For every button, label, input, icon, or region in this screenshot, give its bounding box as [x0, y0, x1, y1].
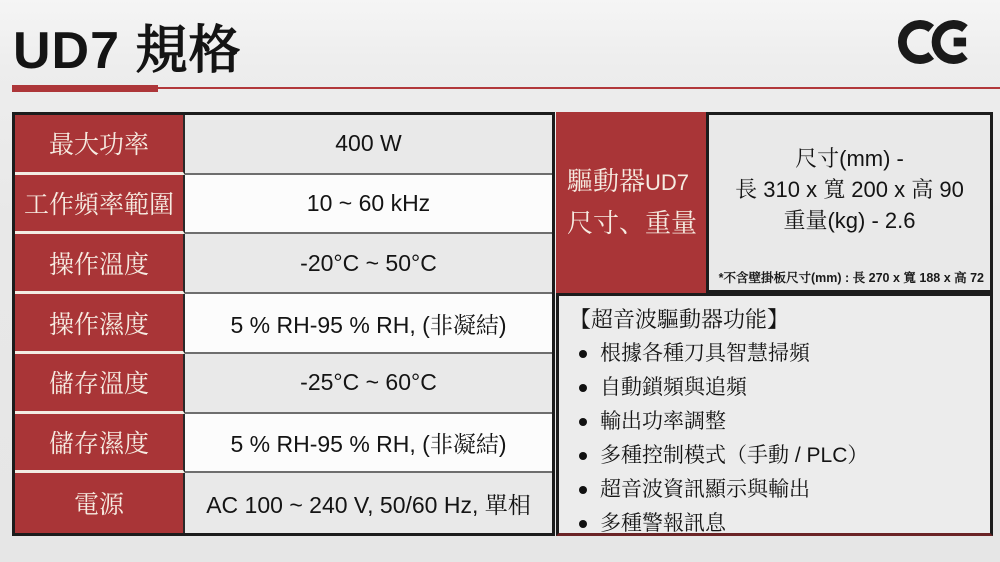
- table-row: [15, 115, 552, 175]
- list-item: 多種警報訊息: [569, 507, 978, 541]
- row-value: -25°C ~ 60°C: [185, 354, 552, 414]
- driver-size-label-cell: [556, 112, 706, 293]
- row-label: 儲存濕度: [15, 414, 185, 474]
- list-item: 根據各種刀具智慧掃頻: [569, 337, 978, 371]
- dimensions-heading: 尺寸(mm) -: [795, 146, 904, 171]
- table-row: [15, 234, 552, 294]
- row-value: 10 ~ 60 kHz: [185, 175, 552, 235]
- table-row: [15, 175, 552, 235]
- bullet-icon: [579, 486, 587, 494]
- bullet-icon: [579, 350, 587, 358]
- dimensions-value: 長 310 x 寬 200 x 高 90: [735, 177, 964, 202]
- row-value: 5 % RH-95 % RH, (非凝結): [185, 294, 552, 354]
- list-item: 多種控制模式（手動 / PLC）: [569, 439, 978, 473]
- driver-size-label-line1: 驅動器UD7: [567, 166, 690, 196]
- spec-table: [12, 112, 555, 536]
- list-item: 自動鎖頻與追頻: [569, 371, 978, 405]
- row-label: 工作頻率範圍: [15, 175, 185, 235]
- dimensions-footnote: *不含壁掛板尺寸(mm) : 長 270 x 寬 188 x 高 72: [718, 271, 984, 285]
- ce-mark-icon: [898, 12, 980, 72]
- title-underline-line: [158, 87, 1000, 89]
- weight-value: 重量(kg) - 2.6: [783, 208, 916, 233]
- row-value: 5 % RH-95 % RH, (非凝結): [185, 414, 552, 474]
- bullet-icon: [579, 520, 587, 528]
- list-item: 輸出功率調整: [569, 405, 978, 439]
- list-item: 超音波資訊顯示與輸出: [569, 473, 978, 507]
- row-value: 400 W: [185, 115, 552, 175]
- table-row: [15, 294, 552, 354]
- bullet-icon: [579, 384, 587, 392]
- functions-heading: 【超音波驅動器功能】: [569, 307, 790, 332]
- row-label: 儲存溫度: [15, 354, 185, 414]
- table-row: [15, 354, 552, 414]
- row-label: 電源: [15, 473, 185, 533]
- row-value: AC 100 ~ 240 V, 50/60 Hz, 單相: [185, 473, 552, 533]
- bullet-icon: [579, 418, 587, 426]
- bullet-icon: [579, 452, 587, 460]
- page-title: UD7 規格: [13, 22, 242, 80]
- row-value: -20°C ~ 50°C: [185, 234, 552, 294]
- driver-functions-panel: [556, 293, 993, 536]
- row-label: 最大功率: [15, 115, 185, 175]
- table-row: [15, 414, 552, 474]
- title-underline-accent: [12, 85, 158, 92]
- row-label: 操作溫度: [15, 234, 185, 294]
- row-label: 操作濕度: [15, 294, 185, 354]
- driver-size-label-line2: 尺寸、重量: [567, 208, 698, 238]
- table-row: [15, 473, 552, 533]
- driver-dimensions-cell: [706, 112, 993, 293]
